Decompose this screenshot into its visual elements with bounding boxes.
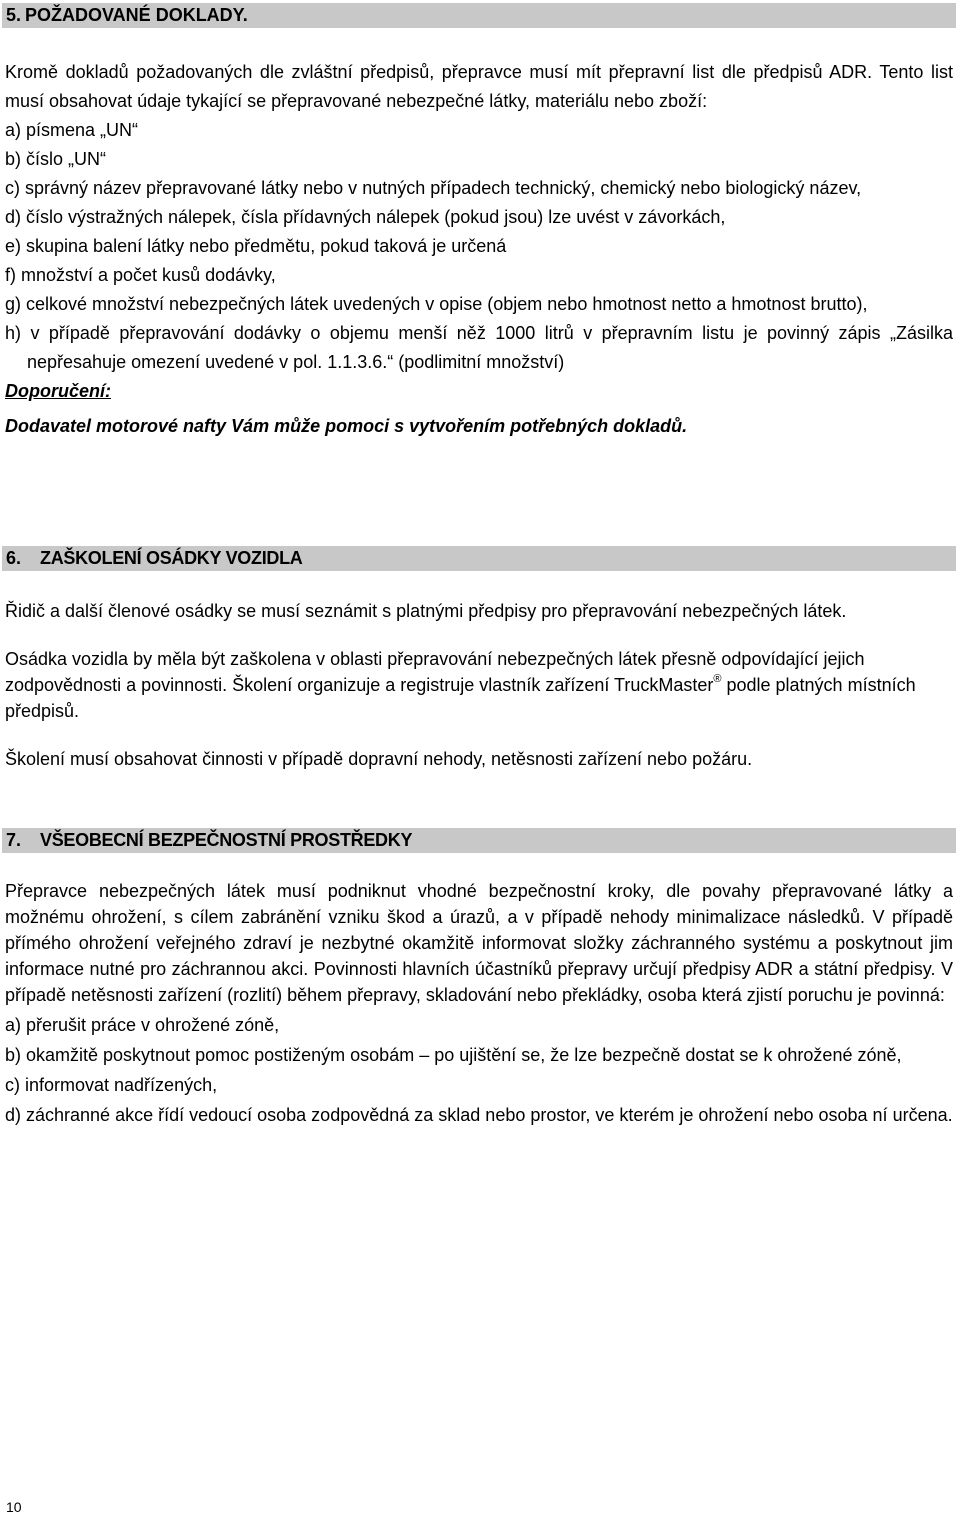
section-7-body bbox=[5, 878, 953, 1128]
page-number: 10 bbox=[6, 1499, 22, 1515]
list-item: d) záchranné akce řídí vedoucí osoba zodpovědná za sklad nebo prostor, ve kterém je ohrožení nebo osoba ní určena. bbox=[5, 1105, 953, 1125]
section-5-title: POŽADOVANÉ DOKLADY. bbox=[25, 5, 248, 25]
section-7-title: VŠEOBECNÍ BEZPEČNOSTNÍ PROSTŘEDKY bbox=[40, 830, 413, 850]
section-5-body bbox=[5, 58, 953, 441]
list-item: f) množství a počet kusů dodávky, bbox=[5, 265, 276, 285]
section-5-heading bbox=[2, 3, 956, 28]
section-7-heading bbox=[2, 828, 956, 853]
list-item: g) celkové množství nebezpečných látek uvedených v opise (objem nebo hmotnost netto a hmotnost brutto), bbox=[5, 294, 868, 314]
section-5-intro: Kromě dokladů požadovaných dle zvláštní předpisů, přepravce musí mít přepravní list dle předpisů ADR. Tento list musí obsahovat údaje tykající se přepravované nebezpečné látky, materiálu nebo zboží: bbox=[5, 62, 953, 111]
list-item: a) přerušit práce v ohrožené zóně, bbox=[5, 1015, 280, 1035]
list-item: b) okamžitě poskytnout pomoc postiženým osobám – po ujištění se, že lze bezpečně dostat se k ohrožené zóně, bbox=[5, 1045, 902, 1065]
section-6-body bbox=[5, 598, 953, 772]
section-6-heading bbox=[2, 546, 956, 571]
section-6-number: 6. bbox=[6, 548, 22, 568]
recommendation-text: Dodavatel motorové nafty Vám může pomoci s vytvořením potřebných dokladů. bbox=[5, 416, 688, 436]
section-6-paragraph: Školení musí obsahovat činnosti v případě dopravní nehody, netěsnosti zařízení nebo požáru. bbox=[5, 749, 753, 769]
list-item: e) skupina balení látky nebo předmětu, pokud taková je určená bbox=[5, 236, 507, 256]
list-item: a) písmena „UN“ bbox=[5, 120, 139, 140]
section-6-paragraph: Řidič a další členové osádky se musí seznámit s platnými předpisy pro přepravování nebezpečných látek. bbox=[5, 601, 847, 621]
section-6-paragraph: Osádka vozidla by měla být zaškolena v oblasti přepravování nebezpečných látek přesně odpovídající jejich zodpovědnosti a povinnosti. Školení organizuje a registruje vlastník zařízení TruckMaster® podle platných místních předpisů. bbox=[5, 649, 916, 721]
list-item: b) číslo „UN“ bbox=[5, 149, 107, 169]
section-7-number: 7. bbox=[6, 830, 22, 850]
section-6-title: ZAŠKOLENÍ OSÁDKY VOZIDLA bbox=[40, 548, 303, 568]
section-5-number: 5. bbox=[6, 5, 22, 25]
list-item: h) v případě přepravování dodávky o objemu menší něž 1000 litrů v přepravním listu je povinný zápis „Zásilka nepřesahuje omezení uvedené v pol. 1.1.3.6.“ (podlimitní množství) bbox=[5, 323, 953, 372]
list-item: c) informovat nadřízených, bbox=[5, 1075, 218, 1095]
recommendation-title: Doporučení: bbox=[5, 381, 111, 401]
list-item: c) správný název přepravované látky nebo v nutných případech technický, chemický nebo biologický název, bbox=[5, 178, 862, 198]
registered-mark: ® bbox=[713, 673, 722, 685]
list-item: d) číslo výstražných nálepek, čísla přídavných nálepek (pokud jsou) lze uvést v závorkách, bbox=[5, 207, 726, 227]
section-7-paragraph: Přepravce nebezpečných látek musí podniknut vhodné bezpečnostní kroky, dle povahy přepravované látky a možnému ohrožení, s cílem zabránění vzniku škod a úrazů, a v případě nehody minimalizace následků. V případě přímého ohrožení veřejného zdraví je nezbytné okamžitě informovat složky záchranného systému a poskytnout jim informace nutné pro záchrannou akci. Povinnosti hlavních účastníků přepravy určují předpisy ADR a státní předpisy. V případě netěsnosti zařízení (rozlití) během přepravy, skladování nebo překládky, osoba která zjistí poruchu je povinná: bbox=[5, 881, 953, 1005]
